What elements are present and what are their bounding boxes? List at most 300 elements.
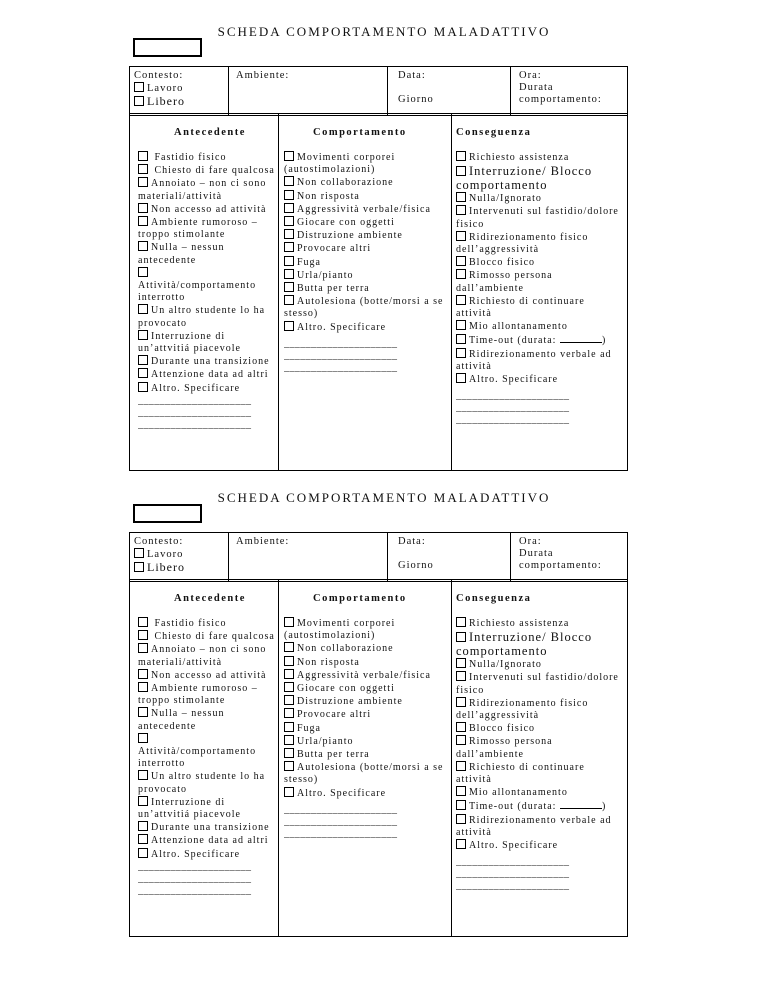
list-item[interactable] <box>138 241 275 266</box>
item-label: Mio allontanamento <box>469 321 568 333</box>
item-label: Non risposta <box>297 190 360 202</box>
item-label: Annoiato – non ci sono materiali/attività <box>138 644 267 668</box>
list-item[interactable] <box>284 295 448 320</box>
checkbox[interactable] <box>284 216 294 226</box>
antecedente-list <box>138 151 275 431</box>
checkbox[interactable] <box>284 190 294 200</box>
checkbox[interactable] <box>456 722 466 732</box>
list-item[interactable] <box>456 786 624 799</box>
paren-close: ) <box>601 335 607 347</box>
item-label: Un altro studente lo ha provocato <box>138 305 266 329</box>
behavior-form-1 <box>0 0 768 470</box>
duration-blank[interactable] <box>560 333 602 343</box>
checkbox[interactable] <box>138 617 148 627</box>
checkbox[interactable] <box>456 151 466 161</box>
list-item[interactable] <box>138 164 275 177</box>
item-label: Butta per terra <box>297 749 370 761</box>
item-label: Autolesiona (botte/morsi a se stesso) <box>284 296 444 320</box>
item-label: Interruzione/ Blocco comportamento <box>456 630 593 659</box>
conseguenza-list <box>456 617 624 892</box>
checkbox[interactable] <box>138 241 148 251</box>
item-label: Urla/pianto <box>297 735 354 747</box>
checkbox[interactable] <box>284 695 294 705</box>
checkbox[interactable] <box>138 682 148 692</box>
blank-line[interactable]: _____________________ <box>456 414 570 426</box>
checkbox[interactable] <box>284 321 294 331</box>
checkbox[interactable] <box>284 151 294 161</box>
list-item[interactable] <box>284 722 448 735</box>
list-item[interactable] <box>456 735 624 760</box>
list-item[interactable] <box>456 722 624 735</box>
contesto-label: Contesto: <box>134 70 184 81</box>
list-item[interactable] <box>284 321 448 334</box>
divider <box>510 533 511 581</box>
list-item[interactable] <box>138 330 275 355</box>
list-item[interactable] <box>456 205 624 230</box>
list-item[interactable] <box>138 834 275 847</box>
checkbox[interactable] <box>284 242 294 252</box>
blank-line[interactable]: _____________________ <box>138 860 252 872</box>
checkbox[interactable] <box>284 748 294 758</box>
checkbox[interactable] <box>138 733 148 743</box>
blank-line[interactable]: _____________________ <box>284 337 398 349</box>
list-item[interactable] <box>138 707 275 732</box>
item-label: Altro. Specificare <box>297 787 387 799</box>
checkbox[interactable] <box>456 348 466 358</box>
list-item[interactable] <box>284 708 448 721</box>
list-item[interactable] <box>456 658 624 671</box>
list-item[interactable] <box>284 242 448 255</box>
checkbox[interactable] <box>138 796 148 806</box>
ora-label: Ora: <box>519 536 542 547</box>
checkbox[interactable] <box>456 166 466 176</box>
checkbox[interactable] <box>284 669 294 679</box>
item-label: Non collaborazione <box>297 643 394 655</box>
list-item[interactable] <box>456 839 624 852</box>
list-item[interactable] <box>138 151 275 164</box>
item-label: Attenzione data ad altri <box>151 369 269 381</box>
checkbox[interactable] <box>456 320 466 330</box>
list-item[interactable] <box>456 671 624 696</box>
item-label: Altro. Specificare <box>151 382 241 394</box>
checkbox[interactable] <box>284 682 294 692</box>
checkbox[interactable] <box>138 834 148 844</box>
id-box[interactable] <box>133 38 202 57</box>
item-label: Annoiato – non ci sono materiali/attività <box>138 178 267 202</box>
blank-line[interactable]: _____________________ <box>138 872 252 884</box>
item-label: Time-out (durata: <box>469 801 557 813</box>
conseguenza-heading: Conseguenza <box>456 127 532 138</box>
item-label: Ridirezionamento verbale ad attività <box>456 348 612 372</box>
ambiente-label: Ambiente: <box>236 536 290 547</box>
blank-line[interactable]: _____________________ <box>138 884 252 896</box>
item-label: Altro. Specificare <box>469 374 559 386</box>
list-item[interactable] <box>456 333 624 347</box>
blank-line[interactable]: _____________________ <box>284 803 398 815</box>
data-label: Data: <box>398 536 426 547</box>
checkbox[interactable] <box>456 231 466 241</box>
checkbox[interactable] <box>138 177 148 187</box>
blank-line[interactable]: _____________________ <box>138 406 252 418</box>
item-label: Un altro studente lo ha provocato <box>138 771 266 795</box>
list-item[interactable] <box>284 617 448 642</box>
item-label: Distruzione ambiente <box>297 230 403 242</box>
blank-line[interactable]: _____________________ <box>284 815 398 827</box>
paren-close: ) <box>601 801 607 813</box>
list-item[interactable] <box>456 164 624 192</box>
item-label: Intervenuti sul fastidio/dolore fisico <box>456 672 619 696</box>
comportamento-label: comportamento: <box>519 560 602 571</box>
list-item[interactable] <box>284 761 448 786</box>
data-label: Data: <box>398 70 426 81</box>
item-label: Non accesso ad attività <box>151 203 267 215</box>
checkbox[interactable] <box>284 761 294 771</box>
giorno-label: Giorno <box>398 94 434 105</box>
checkbox[interactable] <box>456 269 466 279</box>
item-label: Attività/comportamento interrotto <box>138 746 257 770</box>
checkbox[interactable] <box>456 800 466 810</box>
list-item[interactable] <box>456 761 624 786</box>
checkbox[interactable] <box>138 669 148 679</box>
header-table <box>129 66 628 116</box>
list-item[interactable] <box>284 682 448 695</box>
divider <box>510 67 511 115</box>
list-item[interactable] <box>138 669 275 682</box>
form-title: SCHEDA COMPORTAMENTO MALADATTIVO <box>217 24 551 39</box>
item-label: Altro. Specificare <box>469 840 559 852</box>
list-item[interactable] <box>284 229 448 242</box>
checkbox[interactable] <box>456 658 466 668</box>
item-label: Altro. Specificare <box>297 321 387 333</box>
blank-line[interactable]: _____________________ <box>456 402 570 414</box>
antecedente-heading: Antecedente <box>174 127 246 138</box>
list-item[interactable] <box>284 256 448 269</box>
item-label: Chiesto di fare qualcosa <box>151 631 275 643</box>
list-item[interactable] <box>456 256 624 269</box>
option-libero[interactable] <box>134 561 185 573</box>
checkbox[interactable] <box>456 671 466 681</box>
item-label: Durante una transizione <box>151 822 270 834</box>
list-item[interactable] <box>284 151 448 176</box>
item-label: Fastidio fisico <box>151 618 227 629</box>
item-label: Non collaborazione <box>297 177 394 189</box>
list-item[interactable] <box>284 656 448 669</box>
list-item[interactable] <box>138 355 275 368</box>
checkbox[interactable] <box>456 761 466 771</box>
checkbox[interactable] <box>138 643 148 653</box>
item-label: Ambiente rumoroso – troppo stimolante <box>138 683 258 707</box>
item-label: Aggressività verbale/fisica <box>297 669 431 681</box>
item-label: Blocco fisico <box>469 257 536 269</box>
item-label: Chiesto di fare qualcosa <box>151 165 275 177</box>
list-item[interactable] <box>138 796 275 821</box>
checkbox[interactable] <box>456 735 466 745</box>
list-item[interactable] <box>138 177 275 202</box>
checkbox[interactable] <box>284 229 294 239</box>
comportamento-label: comportamento: <box>519 94 602 105</box>
option-label: Lavoro <box>147 549 184 560</box>
list-item[interactable] <box>138 733 275 771</box>
item-label: Urla/pianto <box>297 269 354 281</box>
behavior-form-2 <box>0 466 768 936</box>
list-item[interactable] <box>284 282 448 295</box>
comportamento-column <box>278 580 452 936</box>
checkbox[interactable] <box>456 617 466 627</box>
durata-label: Durata <box>519 82 554 93</box>
item-label: Giocare con oggetti <box>297 683 395 695</box>
comportamento-column <box>278 114 452 470</box>
item-label: Mio allontanamento <box>469 787 568 799</box>
list-item[interactable] <box>284 695 448 708</box>
checkbox[interactable] <box>138 355 148 365</box>
ora-label: Ora: <box>519 70 542 81</box>
checkbox[interactable] <box>138 151 148 161</box>
checkbox[interactable] <box>138 164 148 174</box>
checkbox[interactable] <box>284 295 294 305</box>
item-label: Fuga <box>297 722 321 734</box>
checkbox[interactable] <box>284 642 294 652</box>
divider <box>387 533 388 581</box>
item-label: Fastidio fisico <box>151 152 227 163</box>
checkbox[interactable] <box>456 632 466 642</box>
list-item[interactable] <box>456 373 624 386</box>
list-item[interactable] <box>456 799 624 813</box>
checkbox[interactable] <box>138 382 148 392</box>
list-item[interactable] <box>456 231 624 256</box>
checkbox[interactable] <box>456 786 466 796</box>
giorno-label: Giorno <box>398 560 434 571</box>
checkbox[interactable] <box>284 176 294 186</box>
item-label: Nulla/Ignorato <box>469 659 542 671</box>
blank-line[interactable]: _____________________ <box>284 827 398 839</box>
form-title: SCHEDA COMPORTAMENTO MALADATTIVO <box>217 490 551 505</box>
checkbox[interactable] <box>138 203 148 213</box>
item-label: Rimosso persona dall’ambiente <box>456 736 553 760</box>
item-label: Nulla – nessun antecedente <box>138 242 225 266</box>
list-item[interactable] <box>284 669 448 682</box>
list-item[interactable] <box>456 295 624 320</box>
item-label: Interruzione di un’attvitiá piacevole <box>138 330 241 355</box>
list-item[interactable] <box>284 203 448 216</box>
blank-line[interactable]: _____________________ <box>456 390 570 402</box>
list-item[interactable] <box>456 697 624 722</box>
checkbox[interactable] <box>284 282 294 292</box>
item-label: Durante una transizione <box>151 356 270 368</box>
contesto-label: Contesto: <box>134 536 184 547</box>
item-label: Interruzione di un’attvitiá piacevole <box>138 796 241 821</box>
item-label: Distruzione ambiente <box>297 696 403 708</box>
list-item[interactable] <box>456 617 624 630</box>
blank-line[interactable]: _____________________ <box>456 856 570 868</box>
checkbox[interactable] <box>284 203 294 213</box>
checkbox[interactable] <box>284 722 294 732</box>
conseguenza-heading: Conseguenza <box>456 593 532 604</box>
checkbox[interactable] <box>138 216 148 226</box>
option-label: Libero <box>147 560 185 574</box>
checkbox[interactable] <box>134 96 144 106</box>
list-item[interactable] <box>138 304 275 329</box>
item-label: Movimenti corporei (autostimolazioni) <box>284 618 396 642</box>
duration-blank[interactable] <box>560 799 602 809</box>
list-item[interactable] <box>284 269 448 282</box>
checkbox[interactable] <box>456 295 466 305</box>
item-label: Blocco fisico <box>469 723 536 735</box>
item-label: Intervenuti sul fastidio/dolore fisico <box>456 206 619 230</box>
list-item[interactable] <box>456 269 624 294</box>
header-table <box>129 532 628 582</box>
divider <box>228 533 229 581</box>
antecedente-column <box>130 580 278 936</box>
ambiente-label: Ambiente: <box>236 70 290 81</box>
checkbox[interactable] <box>284 269 294 279</box>
list-item[interactable] <box>138 682 275 707</box>
checkbox[interactable] <box>134 82 144 92</box>
comportamento-heading: Comportamento <box>313 593 407 604</box>
main-table <box>129 579 628 937</box>
checkbox[interactable] <box>456 205 466 215</box>
blank-line[interactable]: _____________________ <box>456 880 570 892</box>
list-item[interactable] <box>138 617 275 630</box>
item-label: Attenzione data ad altri <box>151 835 269 847</box>
option-label: Libero <box>147 94 185 108</box>
list-item[interactable] <box>138 821 275 834</box>
checkbox[interactable] <box>456 334 466 344</box>
checkbox[interactable] <box>456 814 466 824</box>
contesto-cell <box>134 70 185 107</box>
list-item[interactable] <box>138 216 275 241</box>
item-label: Movimenti corporei (autostimolazioni) <box>284 152 396 176</box>
checkbox[interactable] <box>456 839 466 849</box>
antecedente-list <box>138 617 275 897</box>
checkbox[interactable] <box>284 656 294 666</box>
list-item[interactable] <box>456 814 624 839</box>
ora-cell <box>519 70 602 106</box>
list-item[interactable] <box>138 203 275 216</box>
checkbox[interactable] <box>138 630 148 640</box>
blank-line[interactable]: _____________________ <box>138 394 252 406</box>
list-item[interactable] <box>456 192 624 205</box>
ora-cell <box>519 536 602 572</box>
item-label: Non risposta <box>297 656 360 668</box>
checkbox[interactable] <box>138 330 148 340</box>
divider <box>387 67 388 115</box>
list-item[interactable] <box>284 176 448 189</box>
checkbox[interactable] <box>138 821 148 831</box>
list-item[interactable] <box>284 216 448 229</box>
item-label: Attività/comportamento interrotto <box>138 280 257 304</box>
antecedente-heading: Antecedente <box>174 593 246 604</box>
list-item[interactable] <box>456 630 624 658</box>
main-table <box>129 113 628 471</box>
conseguenza-column <box>451 114 627 470</box>
list-item[interactable] <box>456 348 624 373</box>
checkbox[interactable] <box>456 697 466 707</box>
blank-line[interactable]: _____________________ <box>456 868 570 880</box>
checkbox[interactable] <box>284 256 294 266</box>
checkbox[interactable] <box>138 304 148 314</box>
item-label: Ridirezionamento fisico dell’aggressività <box>456 697 589 722</box>
id-box[interactable] <box>133 504 202 523</box>
item-label: Ridirezionamento fisico dell’aggressività <box>456 231 589 256</box>
option-libero[interactable] <box>134 95 185 107</box>
list-item[interactable] <box>284 748 448 761</box>
item-label: Rimosso persona dall’ambiente <box>456 270 553 294</box>
item-label: Nulla/Ignorato <box>469 193 542 205</box>
checkbox[interactable] <box>284 617 294 627</box>
checkbox[interactable] <box>284 787 294 797</box>
checkbox[interactable] <box>134 548 144 558</box>
checkbox[interactable] <box>456 256 466 266</box>
blank-line[interactable]: _____________________ <box>138 418 252 430</box>
item-label: Richiesto assistenza <box>469 618 570 629</box>
checkbox[interactable] <box>284 735 294 745</box>
checkbox[interactable] <box>138 368 148 378</box>
list-item[interactable] <box>456 320 624 333</box>
conseguenza-column <box>451 580 627 936</box>
item-label: Provocare altri <box>297 243 372 255</box>
list-item[interactable] <box>138 643 275 668</box>
list-item[interactable] <box>284 735 448 748</box>
item-label: Giocare con oggetti <box>297 217 395 229</box>
item-label: Interruzione/ Blocco comportamento <box>456 164 593 193</box>
list-item[interactable] <box>138 848 275 861</box>
item-label: Time-out (durata: <box>469 335 557 347</box>
checkbox[interactable] <box>284 708 294 718</box>
divider <box>228 67 229 115</box>
antecedente-column <box>130 114 278 470</box>
list-item[interactable] <box>138 382 275 395</box>
checkbox[interactable] <box>456 373 466 383</box>
list-item[interactable] <box>138 770 275 795</box>
item-label: Richiesto di continuare attività <box>456 761 585 786</box>
option-label: Lavoro <box>147 83 184 94</box>
contesto-cell <box>134 536 185 573</box>
item-label: Ridirezionamento verbale ad attività <box>456 814 612 838</box>
list-item[interactable] <box>456 151 624 164</box>
list-item[interactable] <box>138 368 275 381</box>
list-item[interactable] <box>284 190 448 203</box>
item-label: Richiesto di continuare attività <box>456 295 585 320</box>
item-label: Non accesso ad attività <box>151 669 267 681</box>
conseguenza-list <box>456 151 624 426</box>
blank-line[interactable]: _____________________ <box>284 349 398 361</box>
comportamento-list <box>284 151 448 374</box>
item-label: Nulla – nessun antecedente <box>138 708 225 732</box>
checkbox[interactable] <box>134 562 144 572</box>
comportamento-heading: Comportamento <box>313 127 407 138</box>
item-label: Fuga <box>297 256 321 268</box>
blank-line[interactable]: _____________________ <box>284 361 398 373</box>
checkbox[interactable] <box>138 707 148 717</box>
checkbox[interactable] <box>138 267 148 277</box>
list-item[interactable] <box>284 787 448 800</box>
item-label: Richiesto assistenza <box>469 152 570 163</box>
checkbox[interactable] <box>138 770 148 780</box>
item-label: Ambiente rumoroso – troppo stimolante <box>138 217 258 241</box>
checkbox[interactable] <box>456 192 466 202</box>
comportamento-list <box>284 617 448 840</box>
checkbox[interactable] <box>138 848 148 858</box>
item-label: Aggressività verbale/fisica <box>297 203 431 215</box>
list-item[interactable] <box>138 267 275 305</box>
item-label: Autolesiona (botte/morsi a se stesso) <box>284 762 444 786</box>
item-label: Provocare altri <box>297 709 372 721</box>
item-label: Altro. Specificare <box>151 848 241 860</box>
item-label: Butta per terra <box>297 283 370 295</box>
list-item[interactable] <box>284 642 448 655</box>
durata-label: Durata <box>519 548 554 559</box>
list-item[interactable] <box>138 630 275 643</box>
